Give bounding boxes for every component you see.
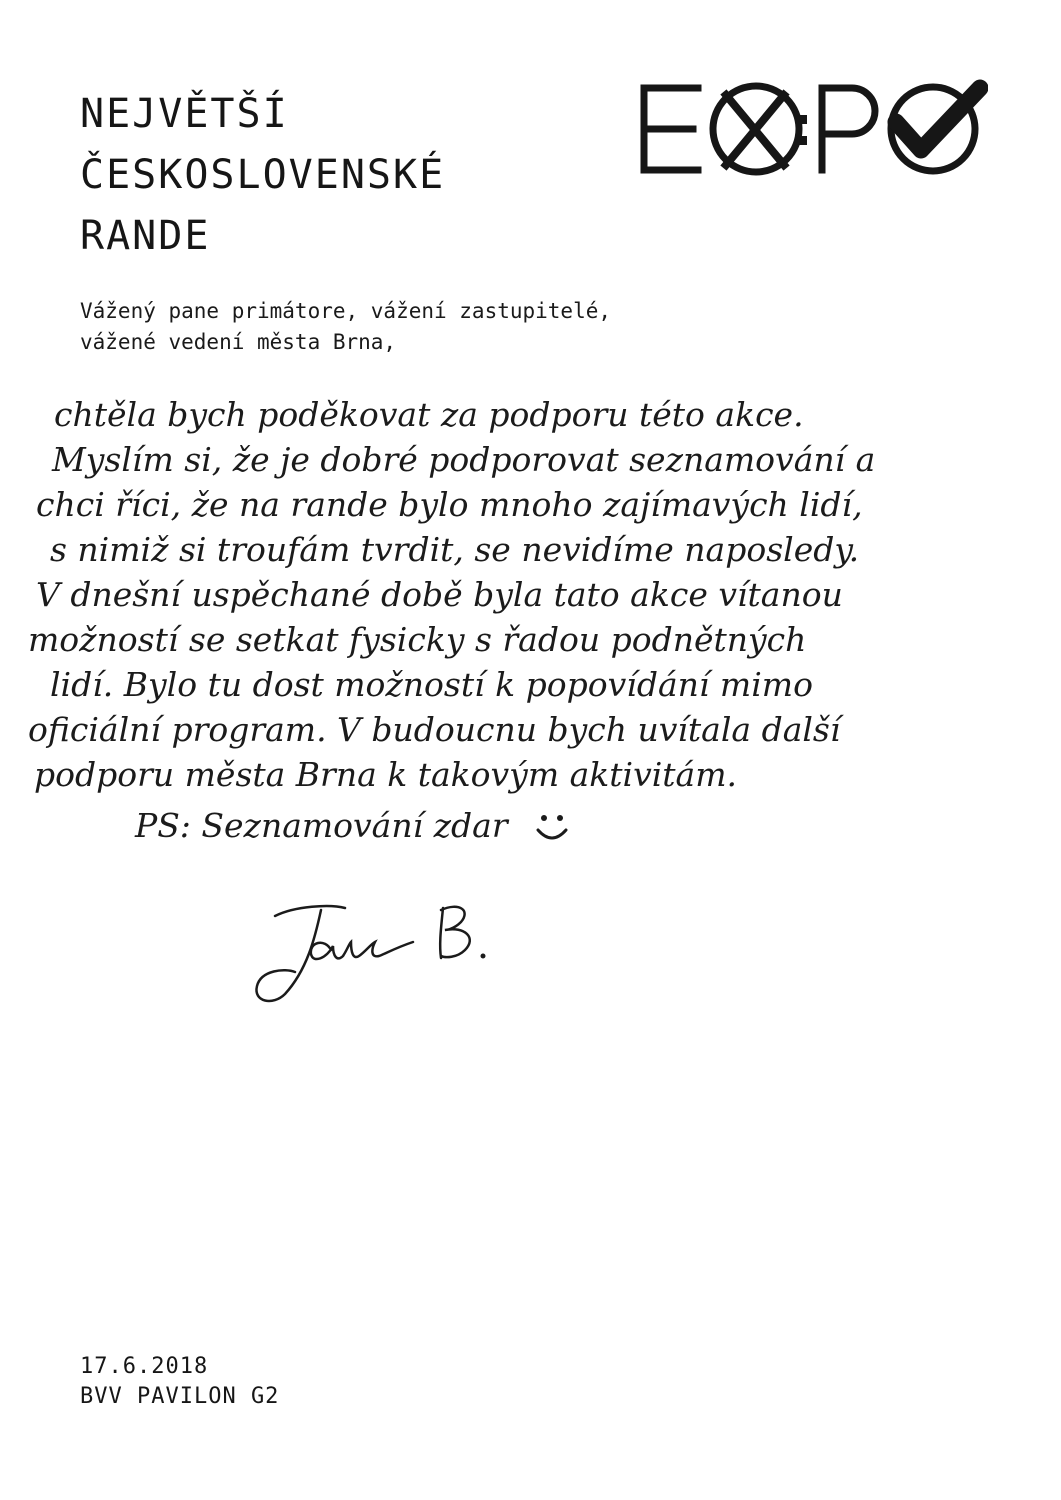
letter-line: možností se setkat fysicky s řadou podnětných — [28, 620, 807, 659]
letter-line: podporu města Brna k takovým aktivitám. — [34, 755, 738, 794]
greeting-line-1: Vážený pane primátore, vážení zastupitelé, — [80, 299, 612, 323]
handwritten-letter — [28, 392, 1038, 797]
letter-line: chci říci, že na rande bylo mnoho zajímavých lidí, — [36, 485, 863, 524]
letter-line: chtěla bych poděkovat za podporu této akce. — [54, 395, 804, 434]
letter-line: V dnešní uspěchané době byla tato akce vítanou — [36, 575, 843, 614]
smiley-icon — [532, 810, 572, 846]
event-venue: BVV PAVILON G2 — [80, 1384, 280, 1409]
event-footer — [80, 1352, 279, 1412]
postscript-text: PS: Seznamování zdar — [135, 806, 508, 845]
letter-line: oficiální program. V budoucnu bych uvítala další — [28, 710, 841, 749]
letter-line: Myslím si, že je dobré podporovat seznamování a — [52, 440, 876, 479]
event-title-line-1: NEJVĚTŠÍ — [80, 91, 289, 137]
expo-logo — [638, 78, 988, 178]
event-date: 17.6.2018 — [80, 1354, 209, 1379]
signature — [245, 898, 505, 1008]
event-title — [80, 84, 445, 267]
postscript — [135, 806, 572, 846]
event-title-line-3: RANDE — [80, 213, 211, 259]
greeting-line-2: vážené vedení města Brna, — [80, 330, 397, 354]
letter-line: lidí. Bylo tu dost možností k popovídání mimo — [50, 665, 813, 704]
greeting — [80, 296, 611, 358]
letter-line: s nimiž si troufám tvrdit, se nevidíme naposledy. — [50, 530, 860, 569]
event-title-line-2: ČESKOSLOVENSKÉ — [80, 152, 446, 198]
